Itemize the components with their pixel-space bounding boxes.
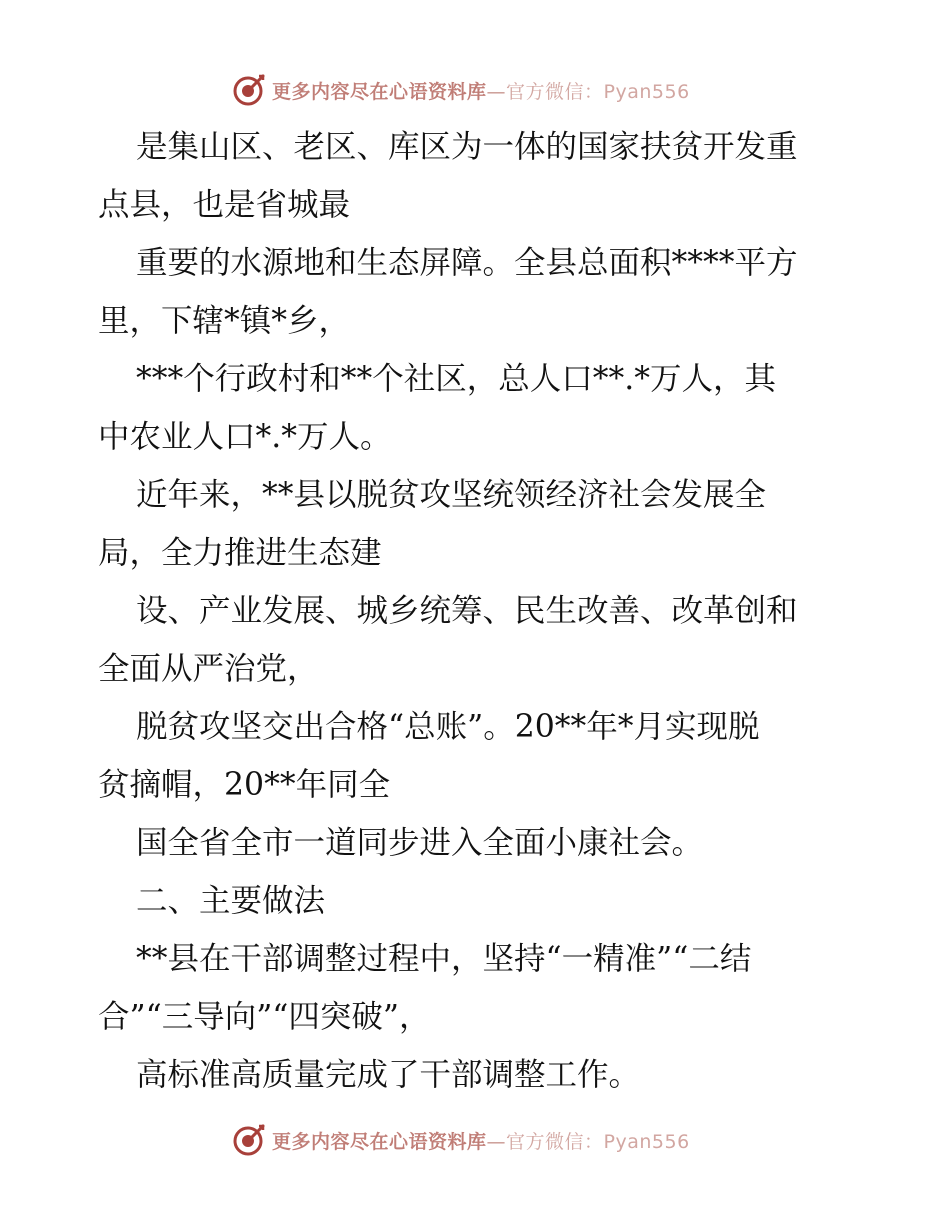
banner-site-name: 更多内容尽在心语资料库	[272, 80, 487, 103]
paragraph	[98, 350, 858, 466]
banner-text	[272, 1127, 690, 1154]
paragraph-first-line: 设、产业发展、城乡统筹、民生改善、改革创和	[136, 593, 798, 629]
paragraph-continuation: 局，全力推进生态建	[98, 535, 382, 571]
header-watermark	[232, 70, 690, 110]
paragraph	[98, 1046, 858, 1104]
banner-text	[272, 77, 690, 104]
paragraph-first-line: 脱贫攻坚交出合格“总账”。20**年*月实现脱	[136, 709, 760, 745]
banner-contact: 官方微信：Pyan556	[506, 1130, 690, 1153]
paragraph-continuation: 中农业人口*.*万人。	[98, 419, 392, 455]
paragraph-first-line: 高标准高质量完成了干部调整工作。	[136, 1057, 641, 1093]
paragraph-continuation: 贫摘帽，20**年同全	[98, 767, 391, 803]
brand-logo-icon	[232, 1123, 266, 1157]
paragraph	[98, 698, 858, 814]
paragraph-first-line: 国全省全市一道同步进入全面小康社会。	[136, 825, 704, 861]
paragraph-continuation: 点县，也是省城最	[98, 187, 351, 223]
document-body	[98, 118, 858, 1104]
paragraph-first-line: ***个行政村和**个社区，总人口**.*万人，其	[136, 361, 777, 397]
footer-watermark	[232, 1120, 690, 1160]
section-heading-text: 二、主要做法	[136, 883, 326, 919]
section-heading	[98, 872, 858, 930]
paragraph	[98, 466, 858, 582]
banner-dash: —	[486, 1130, 507, 1153]
banner-dash: —	[486, 80, 507, 103]
paragraph-continuation: 里，下辖*镇*乡，	[98, 303, 351, 339]
banner-contact: 官方微信：Pyan556	[506, 80, 690, 103]
paragraph-continuation: 合”“三导向”“四突破”，	[98, 999, 431, 1035]
paragraph	[98, 118, 858, 234]
paragraph-first-line: **县在干部调整过程中，坚持“一精准”“二结	[136, 941, 752, 977]
paragraph-first-line: 是集山区、老区、库区为一体的国家扶贫开发重	[136, 129, 798, 165]
paragraph-continuation: 全面从严治党，	[98, 651, 319, 687]
paragraph	[98, 582, 858, 698]
paragraph-first-line: 近年来，**县以脱贫攻坚统领经济社会发展全	[136, 477, 767, 513]
banner-site-name: 更多内容尽在心语资料库	[272, 1130, 487, 1153]
paragraph-first-line: 重要的水源地和生态屏障。全县总面积****平方	[136, 245, 798, 281]
paragraph	[98, 930, 858, 1046]
brand-logo-icon	[232, 73, 266, 107]
paragraph	[98, 234, 858, 350]
paragraph	[98, 814, 858, 872]
